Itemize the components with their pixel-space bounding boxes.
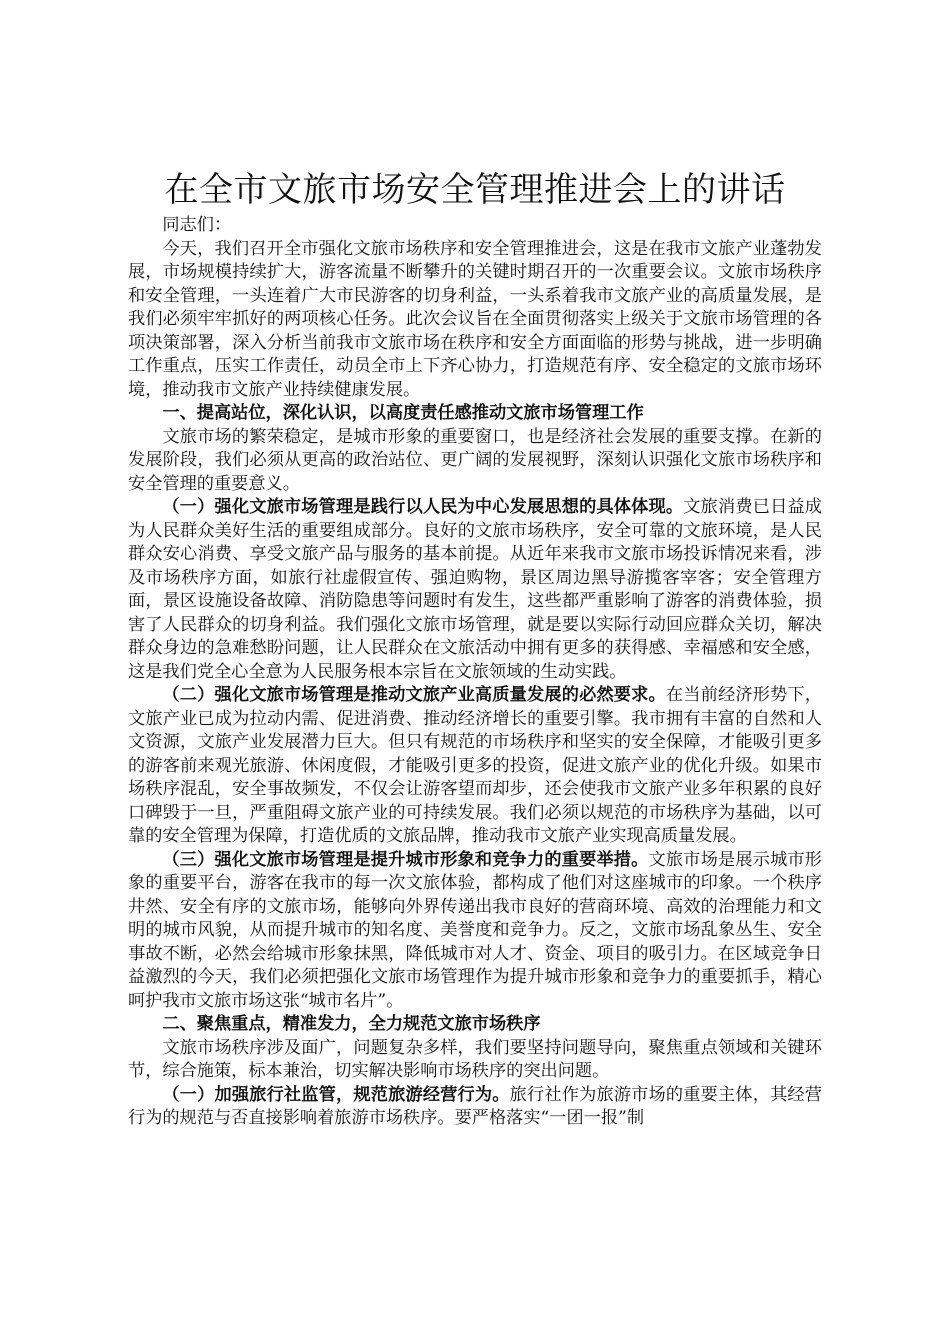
item-body: 文旅市场是展示城市形象的重要平台，游客在我市的每一次文旅体验，都构成了他们对这座城市的印象。一个秩序井然、安全有序的文旅市场，能够向外界传递出我市良好的营商环境、高效的治理能力和文明的城市风貌，从而提升城市的知名度、美誉度和竞争力。反之，文旅市场乱象丛生、安全事故不断，必然会给城市形象抹黑，降低城市对人才、资金、项目的吸引力。在区域竞争日益激烈的今天，我们必须把强化文旅市场管理作为提升城市形象和竞争力的重要抓手，精心呵护我市文旅市场这张“城市名片”。	[128, 849, 822, 1011]
item-lead: （一）加强旅行社监管，规范旅游经营行为。	[162, 1084, 510, 1105]
item-lead: （三）强化文旅市场管理是提升城市形象和竞争力的重要举措。	[162, 849, 649, 870]
section-1-item-3	[128, 849, 822, 1014]
section-1-item-2	[128, 684, 822, 849]
salutation: 同志们：	[162, 215, 232, 235]
item-body: 文旅消费已日益成为人民群众美好生活的重要组成部分。良好的文旅市场秩序，安全可靠的文旅环境，是人民群众安心消费、享受文旅产品与服务的基本前提。从近年来我市文旅市场投诉情况来看，涉及市场秩序方面，如旅行社虚假宣传、强迫购物，景区周边黑导游揽客宰客；安全管理方面，景区设施设备故障、消防隐患等问题时有发生，这些都严重影响了游客的消费体验，损害了人民群众的切身利益。我们强化文旅市场管理，就是要以实际行动回应群众关切，解决群众身边的急难愁盼问题，让人民群众在文旅活动中拥有更多的获得感、幸福感和安全感，这是我们党全心全意为人民服务根本宗旨在文旅领域的生动实践。	[128, 497, 822, 682]
document-page	[128, 170, 822, 1131]
document-title: 在全市文旅市场安全管理推进会上的讲话	[164, 170, 786, 210]
intro-paragraph: 今天，我们召开全市强化文旅市场秩序和安全管理推进会，这是在我市文旅产业蓬勃发展，市场规模持续扩大，游客流量不断攀升的关键时期召开的一次重要会议。文旅市场秩序和安全管理，一头连着广大市民游客的切身利益，一头系着我市文旅产业的高质量发展，是我们必须牢牢抓好的两项核心任务。此次会议旨在全面贯彻落实上级关于文旅市场管理的各项决策部署，深入分析当前我市文旅市场在秩序和安全方面面临的形势与挑战，进一步明确工作重点，压实工作责任，动员全市上下齐心协力，打造规范有序、安全稳定的文旅市场环境，推动我市文旅产业持续健康发展。	[128, 238, 822, 400]
item-body: 旅行社作为旅游市场的重要主体，其经营行为的规范与否直接影响着旅游市场秩序。要严格落实“一团一报”制	[128, 1084, 822, 1128]
section-1-item-1	[128, 496, 822, 684]
item-body: 在当前经济形势下，文旅产业已成为拉动内需、促进消费、推动经济增长的重要引擎。我市拥有丰富的自然和人文资源，文旅产业发展潜力巨大。但只有规范的市场秩序和坚实的安全保障，才能吸引更多的游客前来观光旅游、休闲度假，才能吸引更多的投资，促进文旅产业的优化升级。如果市场秩序混乱，安全事故频发，不仅会让游客望而却步，还会使我市文旅产业多年积累的良好口碑毁于一旦，严重阻碍文旅产业的可持续发展。我们必须以规范的市场秩序为基础，以可靠的安全管理为保障，打造优质的文旅品牌，推动我市文旅产业实现高质量发展。	[128, 685, 822, 846]
section-2-heading: 二、聚焦重点，精准发力，全力规范文旅市场秩序	[162, 1014, 541, 1034]
section-2-item-1	[128, 1084, 822, 1131]
section-1-heading: 一、提高站位，深化认识，以高度责任感推动文旅市场管理工作	[162, 403, 644, 423]
item-lead: （二）强化文旅市场管理是推动文旅产业高质量发展的必然要求。	[162, 685, 666, 705]
item-lead: （一）强化文旅市场管理是践行以人民为中心发展思想的具体体现。	[162, 497, 684, 517]
section-1-intro: 文旅市场的繁荣稳定，是城市形象的重要窗口，也是经济社会发展的重要支撑。在新的发展阶段，我们必须从更高的政治站位、更广阔的发展视野，深刻认识强化文旅市场秩序和安全管理的重要意义。	[128, 426, 822, 494]
section-2-intro: 文旅市场秩序涉及面广，问题复杂多样，我们要坚持问题导向，聚焦重点领域和关键环节，综合施策，标本兼治，切实解决影响市场秩序的突出问题。	[128, 1037, 822, 1081]
